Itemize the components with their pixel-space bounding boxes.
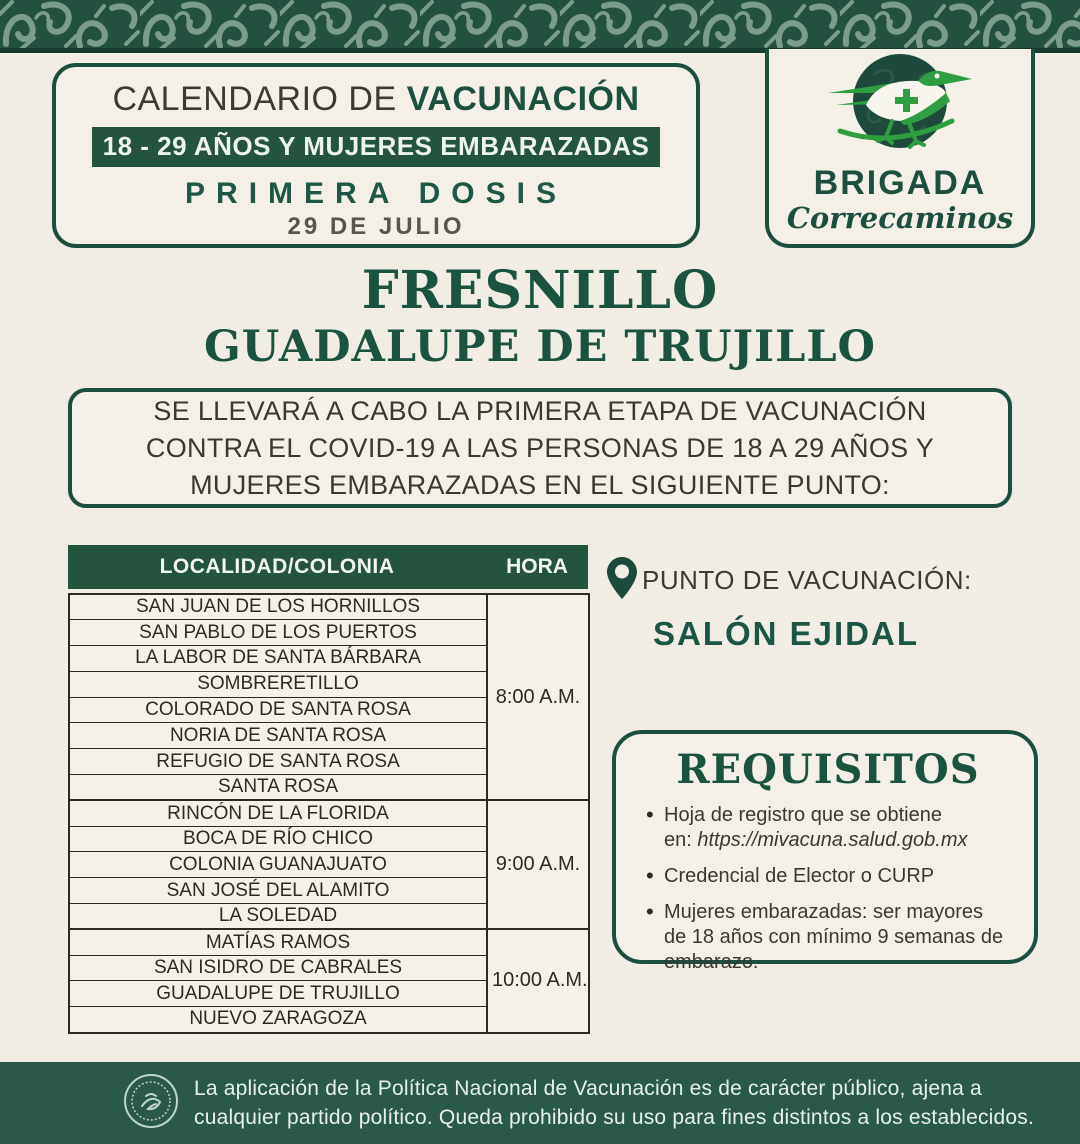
registration-url[interactable]: https://mivacuna.salud.gob.mx [697,829,968,851]
footer-bar [0,1062,1080,1144]
location-column-header: LOCALIDAD/COLONIA [159,555,395,578]
date-label: 29 DE JULIO [287,213,465,240]
requirement-item [646,864,1010,889]
location-cell: SAN PABLO DE LOS PUERTOS [69,620,487,646]
calendar-title-bold: VACUNACIÓN [406,80,640,118]
requirement-item [646,803,1010,853]
time-cell: 8:00 A.M. [487,594,589,800]
ornamental-band [0,0,1080,53]
audience-banner: 18 - 29 AÑOS Y MUJERES EMBARAZADAS [92,127,660,167]
requirement-text: Mujeres embarazadas: ser mayores de 18 años con mínimo 9 semanas de embarazo. [664,901,1004,973]
location-cell: MATÍAS RAMOS [69,929,487,955]
intro-text: SE LLEVARÁ A CABO LA PRIMERA ETAPA DE VACUNACIÓN CONTRA EL COVID-19 A LAS PERSONAS DE 18 A 29 AÑOS Y MUJERES EMBARAZADAS EN EL SIGUIENTE PUNTO: [145,395,935,500]
time-column-header: HORA [506,555,568,578]
requirements-title: REQUISITOS [676,746,980,793]
location-cell: COLONIA GUANAJUATO [69,852,487,878]
table-row [69,929,589,955]
location-cell: COLORADO DE SANTA ROSA [69,697,487,723]
location-cell: RINCÓN DE LA FLORIDA [69,800,487,826]
brigade-script: Correcaminos [786,201,1014,235]
vaccination-point-label: PUNTO DE VACUNACIÓN: [642,565,972,595]
location-cell: SAN ISIDRO DE CABRALES [69,955,487,981]
location-cell: SAN JUAN DE LOS HORNILLOS [69,594,487,620]
time-cell: 9:00 A.M. [487,800,589,929]
location-cell: SOMBRERETILLO [69,671,487,697]
location-cell: LA LABOR DE SANTA BÁRBARA [69,646,487,672]
requirements-list [646,803,1010,975]
brigade-brand: BRIGADA [813,164,987,202]
location-cell: LA SOLEDAD [69,904,487,930]
requirements-box [612,730,1038,973]
brigade-logo-box [765,49,1035,248]
location-pin-icon [606,556,638,605]
requirement-text: Hoja de registro que se obtiene [664,804,942,826]
requirement-url-label: en: [664,829,698,851]
roadrunner-logo-icon [800,144,1000,161]
schedule-table [68,545,588,1034]
vaccination-point-value: SALÓN EJIDAL [652,615,920,652]
schedule-header [68,545,588,589]
requirement-text: Credencial de Elector o CURP [664,865,935,887]
dose-label: PRIMERA DOSIS [185,177,567,210]
vaccination-point [606,556,1046,653]
calendar-header-box [52,63,700,248]
municipality-title: FRESNILLO [361,260,719,321]
table-row [69,800,589,826]
government-seal-icon [122,1072,180,1135]
requirement-item [646,900,1010,975]
location-cell: NORIA DE SANTA ROSA [69,723,487,749]
table-row [69,594,589,620]
calendar-title-regular: CALENDARIO DE [112,80,407,118]
location-cell: SAN JOSÉ DEL ALAMITO [69,878,487,904]
locality-title: GUADALUPE DE TRUJILLO [203,322,877,372]
location-cell: GUADALUPE DE TRUJILLO [69,981,487,1007]
calendar-title [56,80,696,119]
footer-line-1: La aplicación de la Política Nacional de Vacunación es de carácter público, ajena a [194,1077,982,1100]
footer-disclaimer [194,1074,1034,1132]
footer-line-2: cualquier partido político. Queda prohibido su uso para fines distintos a los establecidos. [194,1106,1035,1129]
schedule-rows [68,593,590,1034]
location-cell: SANTA ROSA [69,775,487,801]
location-cell: BOCA DE RÍO CHICO [69,826,487,852]
intro-box [68,388,1012,508]
location-cell: REFUGIO DE SANTA ROSA [69,749,487,775]
time-cell: 10:00 A.M. [487,929,589,1032]
location-cell: NUEVO ZARAGOZA [69,1007,487,1033]
